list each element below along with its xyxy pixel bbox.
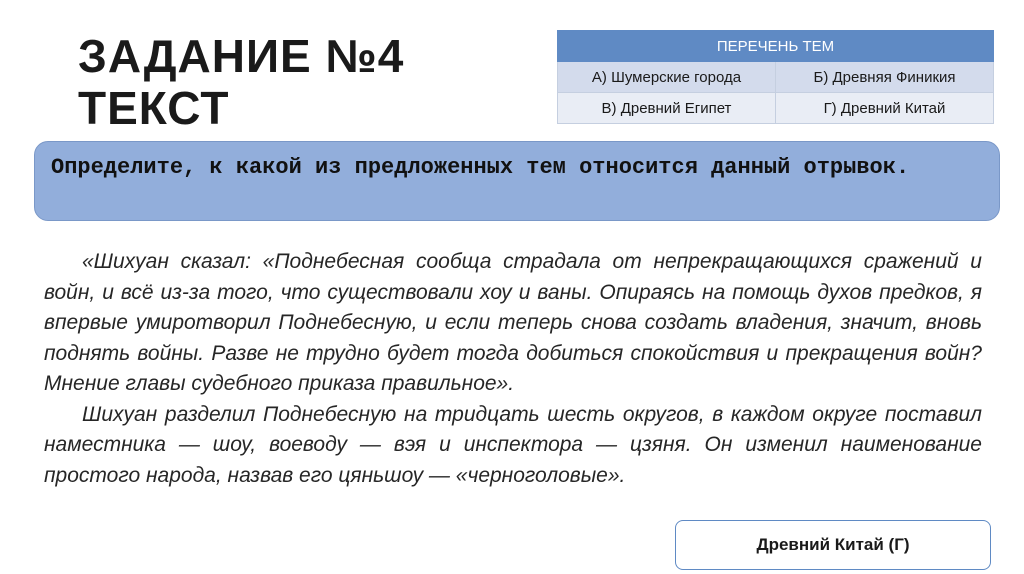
question-box: Определите, к какой из предложенных тем относится данный отрывок. <box>34 141 1000 221</box>
topics-table <box>557 30 994 124</box>
slide-title <box>78 30 404 134</box>
answer-text: Древний Китай (Г) <box>756 535 910 554</box>
title-line-1: ЗАДАНИЕ №4 <box>78 30 405 82</box>
answer-box[interactable] <box>675 520 991 570</box>
topic-option-g: Г) Древний Китай <box>776 93 994 124</box>
topic-option-b: Б) Древняя Финикия <box>776 62 994 93</box>
passage-paragraph-1: «Шихуан сказал: «Поднебесная сообща страдала от непрекращающихся сражений и войн, и всё из-за того, что существовали хоу и ваны. Опираясь на помощь духов предков, я впервые умиротворил Поднебесную, и если теперь снова создать владения, значит, вновь поднять войны. Разве не трудно будет тогда добиться спокойствия и прекращения войн? Мнение главы судебного приказа правильное». <box>44 250 982 395</box>
topic-option-a: А) Шумерские города <box>558 62 776 93</box>
topic-option-v: В) Древний Египет <box>558 93 776 124</box>
passage-paragraph-2: Шихуан разделил Поднебесную на тридцать шесть округов, в каждом округе поставил наместника — шоу, воеводу — вэя и инспектора — цзяня. Он изменил наименование простого народа, назвав его цяньшоу — «черноголовые». <box>44 402 982 487</box>
source-passage <box>44 247 982 491</box>
topics-table-header: ПЕРЕЧЕНЬ ТЕМ <box>558 31 994 62</box>
title-line-2: ТЕКСТ <box>78 82 230 134</box>
